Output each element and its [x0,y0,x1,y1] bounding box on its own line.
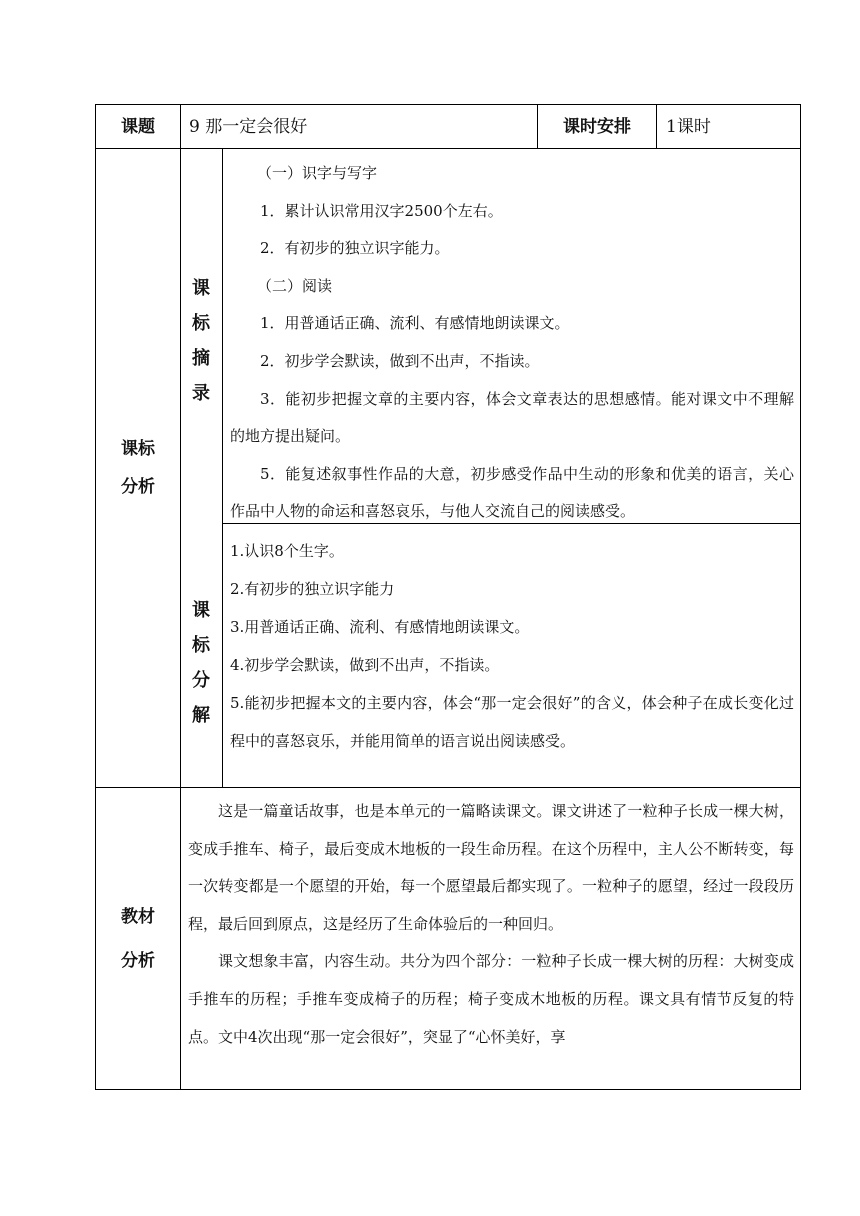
schedule-value: 1课时 [666,117,711,137]
excerpt-label-char: 录 [192,383,210,404]
excerpt-label [183,271,219,411]
decomposition-line: 4.初步学会默读，做到不出声，不指读。 [230,656,500,674]
decomposition-line: 5.能初步把握本文的主要内容，体会“那一定会很好”的含义，体会种子在成长变化过程中的喜怒哀乐，并能用简单的语言说出阅读感受。 [230,694,794,750]
excerpt-label-char: 课 [192,278,210,299]
table-divider-sublabel-col [222,148,223,788]
table-divider-schedule-value [656,104,657,149]
decomposition-line: 3.用普通话正确、流利、有感情地朗读课文。 [230,618,530,636]
textbook-analysis-label [96,788,180,1089]
textbook-analysis-paragraph: 这是一篇童话故事，也是本单元的一篇略读课文。课文讲述了一粒种子长成一棵大树，变成手推车、椅子，最后变成木地板的一段生命历程。在这个历程中，主人公不断转变，每一次转变都是一个愿望的开始，每一个愿望最后都实现了。一粒种子的愿望，经过一段段历程，最后回到原点，这是经历了生命体验后的一种回归。 [188,802,794,933]
textbook-analysis-paragraph: 课文想象丰富，内容生动。共分为四个部分：一粒种子长成一棵大树的历程：大树变成手推车的历程；手推车变成椅子的历程；椅子变成木地板的历程。课文具有情节反复的特点。文中4次出现“那一定会很好”，突显了“心怀美好，享 [188,952,794,1046]
decomposition-label-char: 解 [192,705,210,726]
table-divider-header [95,148,801,149]
curriculum-analysis-label [96,149,180,787]
decomposition-label-char: 课 [192,600,210,621]
textbook-analysis-label-line2: 分析 [121,950,155,971]
table-border-top [95,104,801,105]
topic-label: 课题 [121,116,155,137]
table-border-right [800,104,801,1090]
excerpt-label-char: 摘 [192,348,210,369]
excerpt-line: 5．能复述叙事性作品的大意，初步感受作品中生动的形象和优美的语言，关心作品中人物的命运和喜怒哀乐，与他人交流自己的阅读感受。 [230,464,794,521]
excerpt-line: （一）识字与写字 [257,164,378,182]
excerpt-label-char: 标 [192,313,210,334]
excerpt-line: 1．累计认识常用汉字2500个左右。 [260,201,503,220]
table-divider-analysis [95,787,801,788]
decomposition-line: 1.认识8个生字。 [230,542,344,560]
schedule-label: 课时安排 [563,116,631,137]
textbook-analysis-label-line1: 教材 [121,906,155,927]
curriculum-analysis-label-line2: 分析 [121,477,155,497]
topic-value: 9 那一定会很好 [189,117,308,137]
curriculum-analysis-label-line1: 课标 [121,439,155,459]
table-divider-label-col [180,104,181,1090]
excerpt-content [230,155,794,531]
decomposition-label-char: 分 [192,670,210,691]
decomposition-content [230,532,794,760]
decomposition-line: 2.有初步的独立识字能力 [230,580,395,598]
excerpt-line: 2．初步学会默读，做到不出声，不指读。 [260,351,540,370]
table-border-bottom [95,1089,801,1090]
textbook-analysis-content [188,793,794,1087]
excerpt-line: （二）阅读 [257,276,333,295]
decomposition-label-char: 标 [192,635,210,656]
excerpt-line: 1．用普通话正确、流利、有感情地朗读课文。 [260,314,570,333]
excerpt-line: 3．能初步把握文章的主要内容，体会文章表达的思想感情。能对课文中不理解的地方提出疑问。 [230,389,794,446]
excerpt-line: 2．有初步的独立识字能力。 [260,239,450,258]
decomposition-label [183,593,219,733]
